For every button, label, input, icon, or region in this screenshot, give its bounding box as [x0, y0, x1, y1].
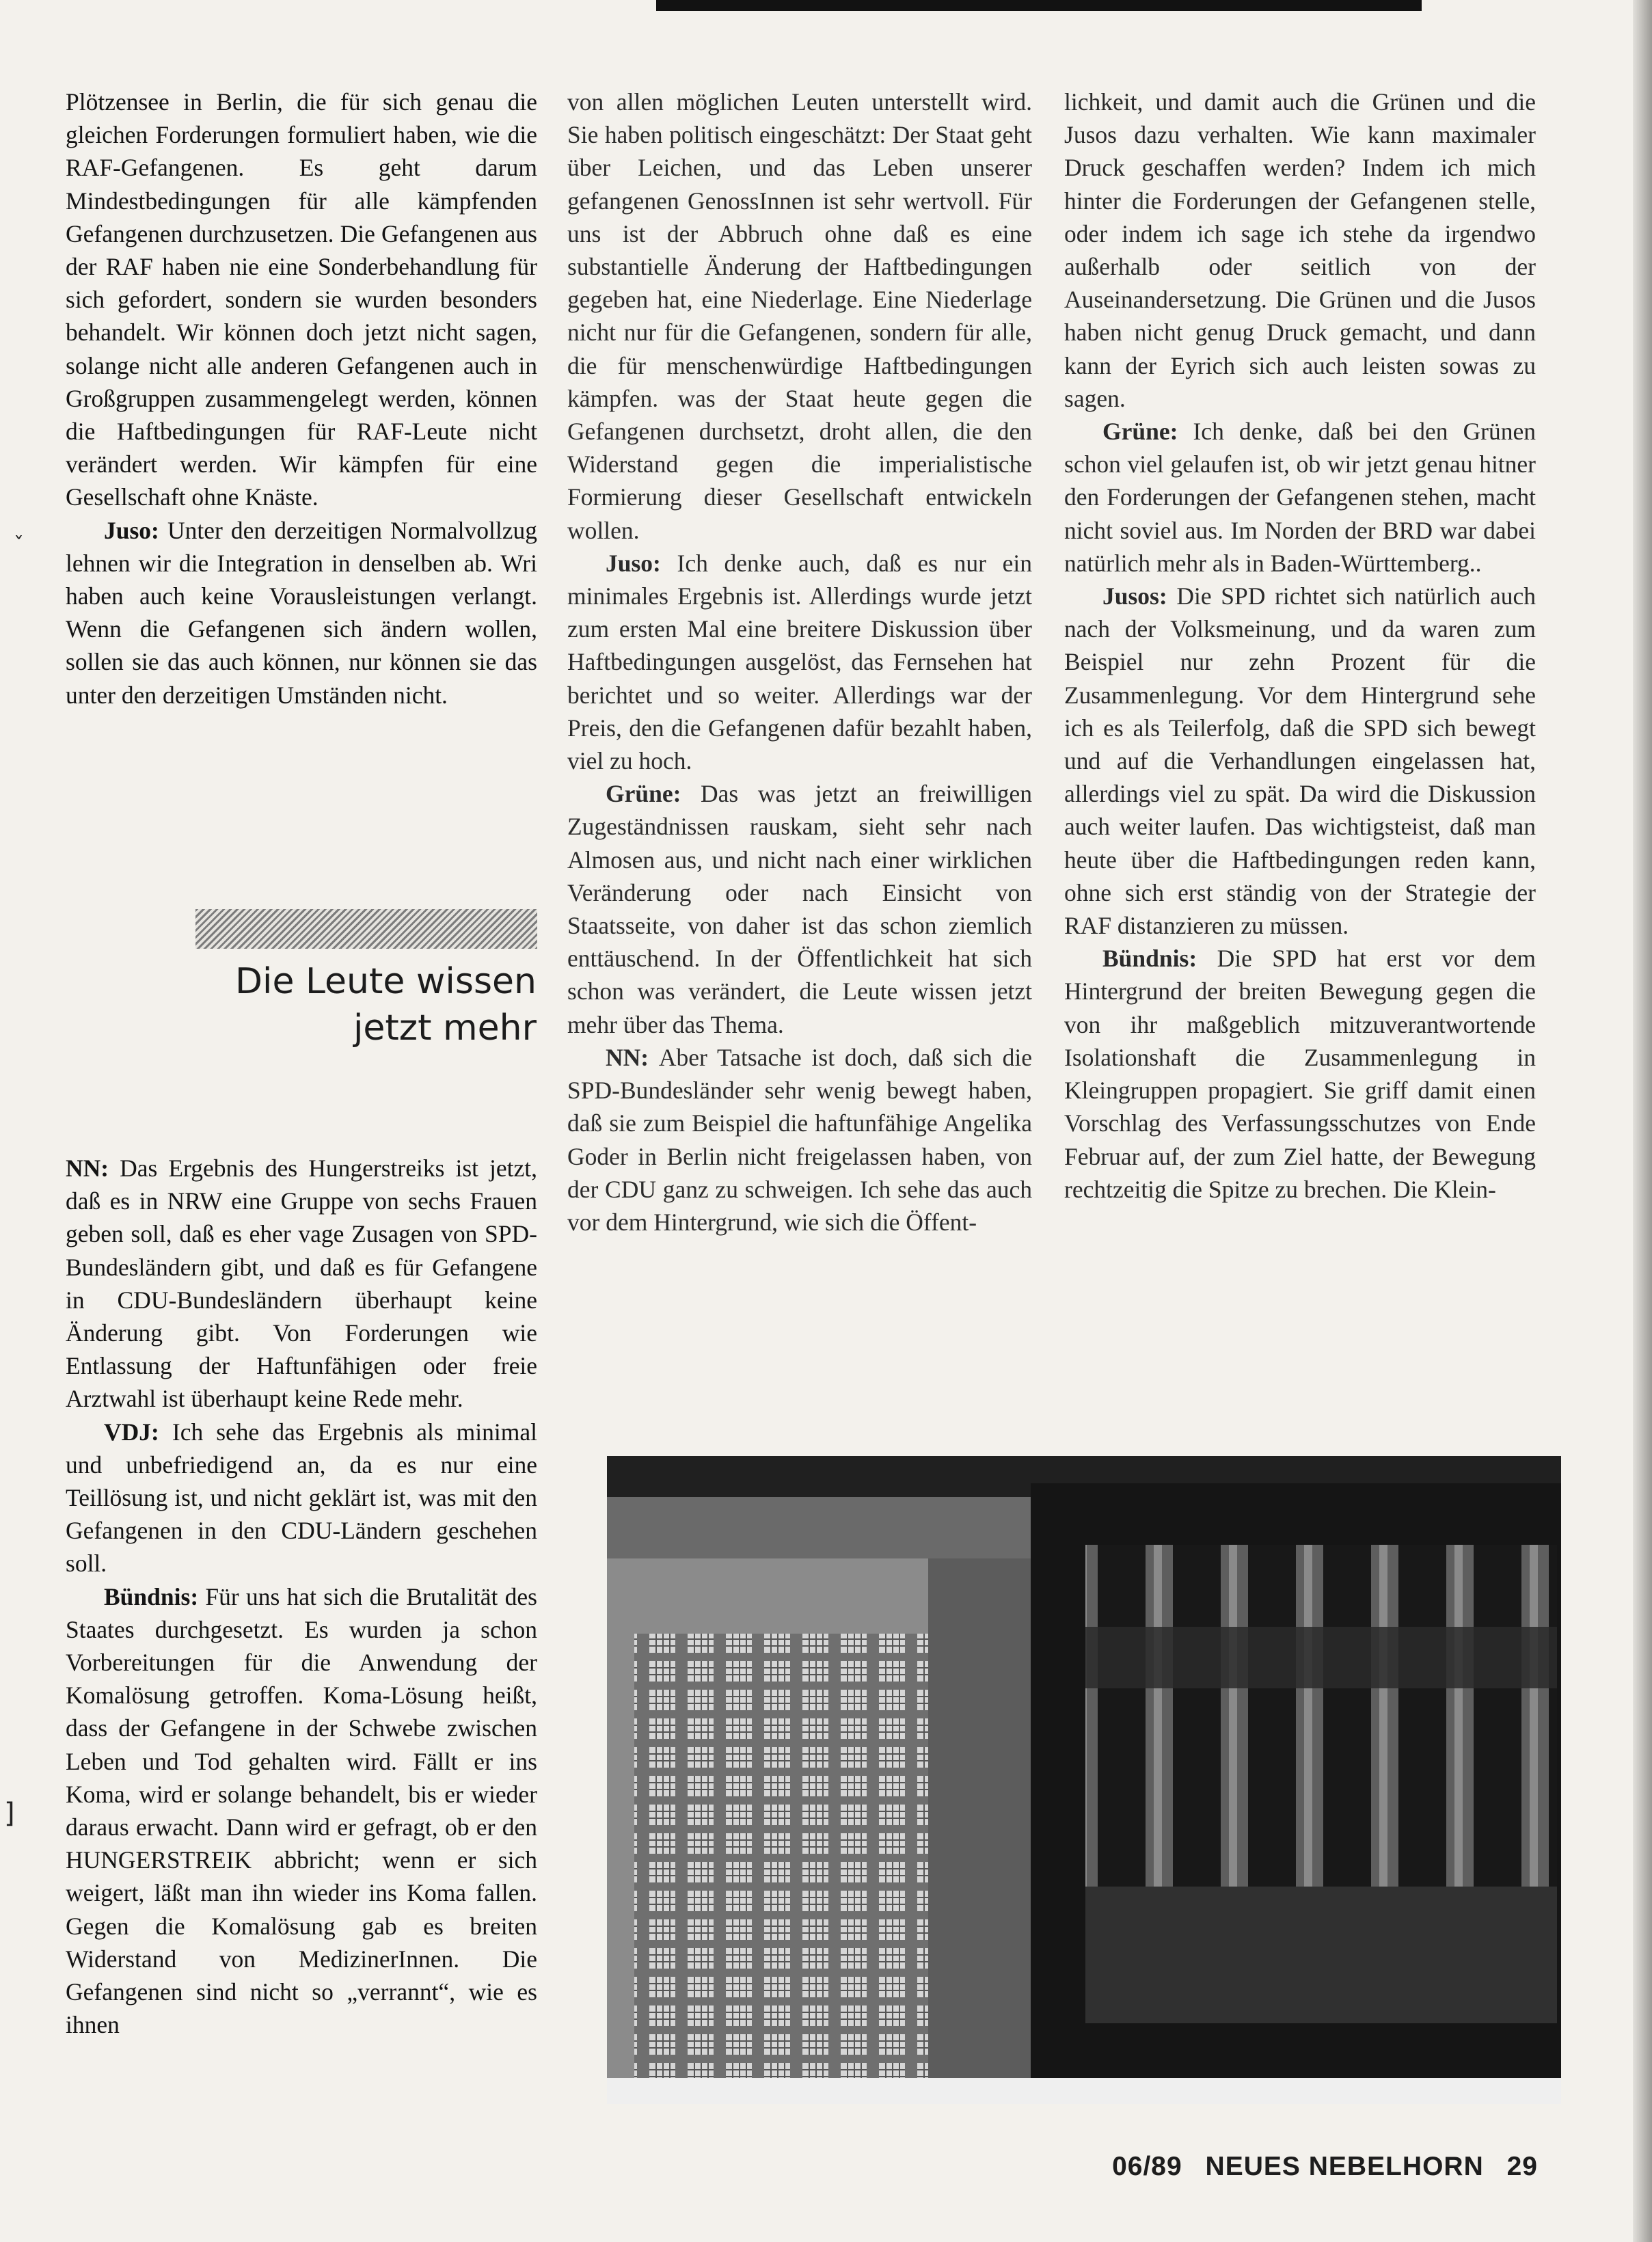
subheading-hatch-bar	[195, 909, 537, 949]
paragraph	[1064, 415, 1536, 580]
article-column-2	[567, 85, 1032, 1239]
speaker-label: Jusos:	[1102, 582, 1177, 610]
speaker-label: Grüne:	[1102, 418, 1193, 446]
paragraph-text: Die SPD richtet sich natürlich auch nach der Volksmeinung, und da waren zum Beispiel nur zehn Prozent für die Zusammenlegung. Vor dem Hintergrund sehe ich es als Teilerfolg, daß die SPD sich bewegt und auf die Verhandlungen eingelassen hat, allerdings viel zu spät. Da wird die Diskussion auch weiter laufen. Das wichtigsteist, daß man heute über die Haftbedingungen reden kann, ohne sich erst ständig von der Strategie der RAF distanzieren zu müssen.	[1064, 582, 1536, 940]
paragraph-text: Plötzensee in Berlin, die für sich genau die gleichen Forderungen formuliert haben, wie die RAF-Gefangenen. Es geht darum Mindestbedingungen für alle kämpfenden Gefangenen durchzusetzen. Die Gefangenen aus der RAF haben nie eine Sonderbehandlung für sich gefordert, sondern sie wurden besonders behandelt. Wir können doch jetzt nicht sagen, solange nicht alle anderen Gefangenen auch in Großgruppen zusammengelegt werden, können die Haftbedingungen für RAF-Leute nicht verändert werden. Wir kämpfen für eine Gesellschaft ohne Knäste.	[66, 88, 537, 511]
speaker-label: Juso:	[606, 549, 677, 577]
paragraph	[66, 514, 537, 712]
paragraph-text: Für uns hat sich die Brutalität des Staates durchgesetzt. Es wurden ja schon Vorbereitungen für die Anwendung der Komalösung getroffen. Koma-Lösung heißt, dass der Gefangene in der Schwebe zwischen Leben und Tod gehalten wird. Fällt er ins Koma, wird er solange behandelt, bis er wieder daraus erwacht. Dann wird er gefragt, ob er den HUNGERSTREIK abbricht; wenn er sich weigert, läßt man ihn wieder ins Koma fallen. Gegen die Komalösung gab es breiten Widerstand von MedizinerInnen. Die Gefangenen sind nicht so „verrannt“, wie es ihnen	[66, 1582, 537, 2039]
paragraph-text: Das Ergebnis des Hungerstreiks ist jetzt, daß es in NRW eine Gruppe von sechs Frauen geben soll, daß es eher vage Zusagen von SPD-Bundesländern gibt, und daß es für Gefangene in CDU-Bundesländern überhaupt keine Änderung gibt. Von Forderungen wie Entlassung der Haftunfähigen oder freie Arztwahl ist überhaupt keine Rede mehr.	[66, 1154, 537, 1413]
article-column-1-bottom	[66, 1152, 537, 2041]
paragraph	[66, 1152, 537, 1416]
paragraph-text: Das was jetzt an freiwilligen Zugeständnissen rauskam, sieht sehr nach Almosen aus, und nicht nach einer wirklichen Veränderung oder nach Einsicht von Staatsseite, von daher ist das schon ziemlich enttäuschend. In der Öffentlichkeit hat sich schon was verändert, die Leute wissen jetzt mehr über das Thema.	[567, 780, 1033, 1038]
paragraph-text: Unter den derzeitigen Normalvollzug lehnen wir die Integration in denselben ab. Wri haben auch keine Vorausleistungen verlangt. Wenn die Gefangenen sich ändern wollen, sollen sie das auch können, nur können sie das unter den derzeitigen Umständen nicht.	[66, 516, 537, 709]
paragraph	[567, 777, 1032, 1041]
margin-mark-1: ˇ	[14, 533, 24, 557]
paragraph	[567, 1041, 1032, 1239]
subheading: Die Leute wissen jetzt mehr	[234, 961, 537, 1049]
speaker-label: NN:	[66, 1154, 120, 1182]
paragraph-text: Ich denke auch, daß es nur ein minimales Ergebnis ist. Allerdings wurde jetzt zum ersten Mal eine breitere Diskussion über Haftbedingungen ausgelöst, das Fernsehen hat berichtet und so weiter. Allerdings war der Preis, den die Gefangenen dafür bezahlt haben, viel zu hoch.	[567, 549, 1032, 775]
magazine-name: NEUES NEBELHORN	[1205, 2152, 1484, 2181]
speaker-label: Bündnis:	[104, 1582, 206, 1610]
paragraph	[567, 85, 1032, 547]
paragraph	[1064, 85, 1536, 415]
page-footer	[1100, 2152, 1538, 2182]
paragraph-text: Aber Tatsache ist doch, daß sich die SPD-Bundesländer sehr wenig bewegt haben, daß sie zum Beispiel die haftunfähige Angelika Goder in Berlin nicht freigelassen haben, von der CDU ganz zu schweigen. Ich sehe das auch vor dem Hintergrund, wie sich die Öffent-	[567, 1043, 1032, 1236]
page-edge-shadow	[1633, 0, 1652, 2242]
article-column-1-top	[66, 85, 537, 712]
speaker-label: VDJ:	[104, 1418, 172, 1446]
paragraph-text: von allen möglichen Leuten unterstellt wird. Sie haben politisch eingeschätzt: Der Staat geht über Leichen, und das Leben unserer gefangenen GenossInnen ist sehr wertvoll. Für uns ist der Abbruch ohne daß es eine substantielle Änderung der Haftbedingungen gegeben hat, eine Niederlage. Eine Niederlage nicht nur für die Gefangenen, sondern für alle, die für menschenwürdige Haftbedingungen kämpfen. was der Staat heute gegen die Gefangenen durchsetzt, droht allen, die den Widerstand gegen die imperialistische Formierung dieser Gesellschaft entwickeln wollen.	[567, 88, 1032, 544]
paragraph-text: Ich sehe das Ergebnis als minimal und unbefriedigend an, da es nur eine Teillösung ist, und nicht geklärt ist, was mit den Gefangenen in den CDU-Ländern geschehen soll.	[66, 1418, 537, 1578]
top-band-graphic	[656, 0, 1422, 11]
paragraph	[66, 85, 537, 514]
article-column-3	[1064, 85, 1536, 1206]
speaker-label: Grüne:	[606, 780, 701, 808]
paragraph-text: Ich denke, daß bei den Grünen schon viel gelaufen ist, ob wir jetzt genau hitner den Forderungen der Gefangenen stehen, macht nicht soviel aus. Im Norden der BRD war dabei natürlich mehr als in Baden-Württemberg..	[1064, 418, 1536, 577]
page-number: 29	[1506, 2152, 1538, 2181]
issue-number: 06/89	[1112, 2152, 1182, 2181]
speaker-label: Juso:	[104, 516, 167, 544]
speaker-label: Bündnis:	[1102, 945, 1217, 973]
paragraph	[567, 547, 1032, 777]
paragraph	[66, 1416, 537, 1580]
paragraph	[1064, 580, 1536, 942]
paragraph-text: Die SPD hat erst vor dem Hintergrund der breiten Bewegung gegen die von ihr maßgeblich mitzuverantwortende Isolationshaft die Zusammenlegung in Kleingruppen propagiert. Sie griff damit einen Vorschlag des Verfassungsschutzes von Ende Februar auf, der zum Ziel hatte, der Bewegung rechtzeitig die Spitze zu brechen. Die Klein-	[1064, 945, 1536, 1203]
speaker-label: NN:	[606, 1043, 659, 1071]
prison-building-photo	[607, 1456, 1561, 2104]
paragraph	[1064, 942, 1536, 1206]
margin-mark-2: ]	[4, 1798, 15, 1829]
paragraph	[66, 1580, 537, 2042]
paragraph-text: lichkeit, und damit auch die Grünen und die Jusos dazu verhalten. Wie kann maximaler Druck geschaffen werden? Indem ich mich hinter die Forderungen der Gefangenen stelle, oder indem ich sage ich stehe da irgendwo außerhalb oder seitlich von der Auseinandersetzung. Die Grünen und die Jusos haben nicht genug Druck gemacht, und dann kann der Eyrich sich auch leisten sowas zu sagen.	[1064, 88, 1536, 412]
